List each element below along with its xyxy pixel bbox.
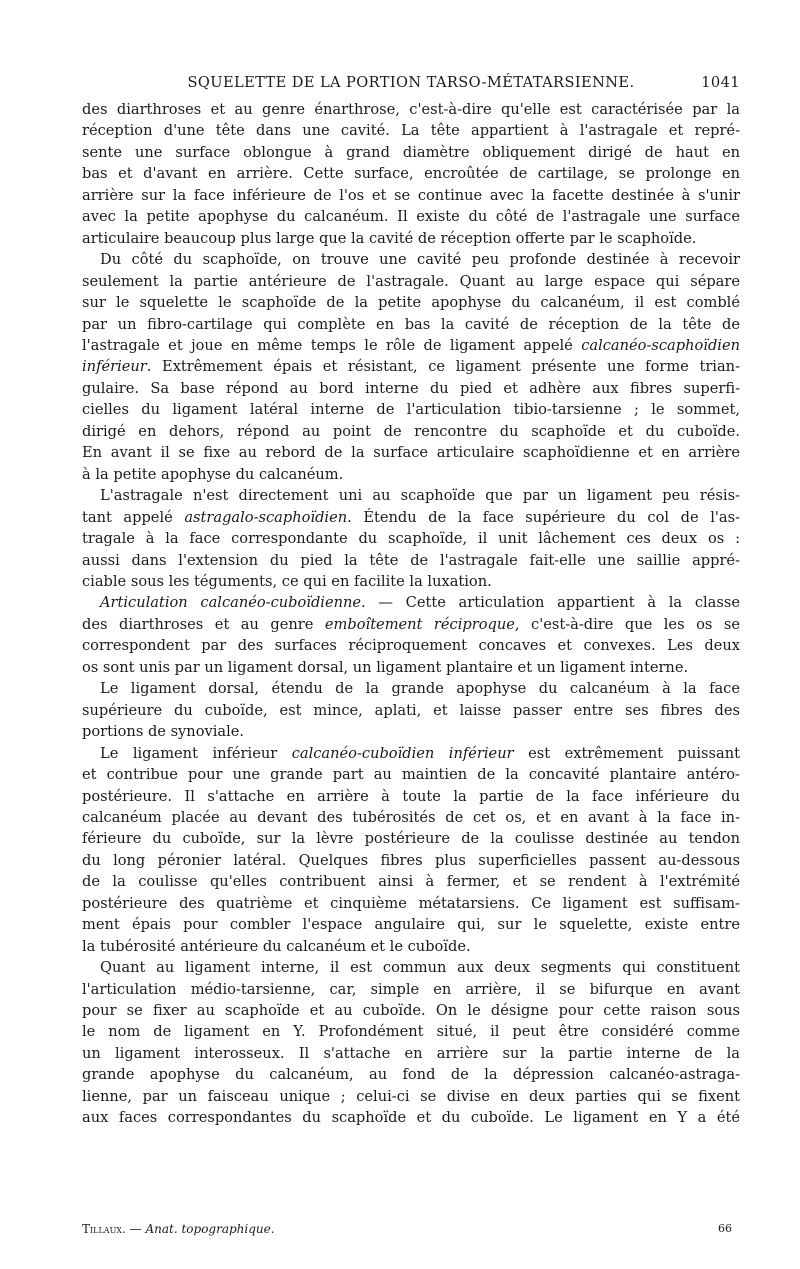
italic-term: calcanéo-scaphoïdien — [581, 336, 740, 354]
body-text — [82, 99, 740, 1129]
text-line — [82, 743, 740, 764]
line-text: des diarthroses et au genre — [82, 615, 325, 633]
line-text: grande apophyse du calcanéum, au fond de la dépression calcanéo-astraga- — [82, 1066, 740, 1084]
line-text: réception d'une tête dans une cavité. La tête appartient à l'astragale et repré- — [82, 122, 740, 140]
line-text: gulaire. Sa base répond au bord interne du pied et adhère aux fibres superfi- — [82, 379, 740, 397]
line-text: Quant au ligament interne, il est commun aux deux segments qui constituent — [100, 959, 740, 977]
text-line — [82, 206, 740, 227]
line-text: avec la petite apophyse du calcanéum. Il existe du côté de l'astragale une surface — [82, 208, 740, 226]
footer-separator: — — [125, 1222, 146, 1236]
text-line — [82, 1107, 740, 1128]
line-text: tragale à la face correspondante du scaphoïde, il unit lâchement ces deux os : — [82, 530, 740, 548]
text-line — [82, 614, 740, 635]
line-text: du long péronier latéral. Quelques fibres plus superficielles passent au-dessous — [82, 851, 740, 869]
line-text: est extrêmement puissant — [513, 744, 740, 762]
text-line — [82, 700, 740, 721]
text-line — [82, 786, 740, 807]
text-line — [82, 356, 740, 377]
footer-work-title: Anat. topographique. — [145, 1222, 275, 1236]
line-text: , c'est-à-dire que les os se — [514, 615, 740, 633]
text-line — [82, 378, 740, 399]
text-line — [82, 828, 740, 849]
italic-term: inférieur — [82, 358, 147, 376]
line-text: os sont unis par un ligament dorsal, un ligament plantaire et un ligament interne. — [82, 658, 689, 676]
text-line — [82, 657, 740, 678]
line-text: et contribue pour une grande part au maintien de la concavité plantaire antéro- — [82, 766, 740, 784]
text-line — [82, 571, 740, 592]
text-line — [82, 957, 740, 978]
line-text: Le ligament inférieur — [100, 744, 292, 762]
text-line — [82, 249, 740, 270]
line-text: calcanéum placée au devant des tubérosités de cet os, et en avant à la face in- — [82, 808, 740, 826]
text-line — [82, 292, 740, 313]
text-line — [82, 120, 740, 141]
text-line — [82, 185, 740, 206]
line-text: des diarthroses et au genre énarthrose, c'est-à-dire qu'elle est caractérisée par la — [82, 101, 740, 118]
text-line — [82, 142, 740, 163]
text-line — [82, 1021, 740, 1042]
line-text: pour se fixer au scaphoïde et au cuboïde. On le désigne pour cette raison sous — [82, 1002, 740, 1020]
line-text: supérieure du cuboïde, est mince, aplati, et laisse passer entre ses fibres des — [82, 701, 740, 719]
text-line — [82, 914, 740, 935]
text-line — [82, 507, 740, 528]
line-text: lienne, par un faisceau unique ; celui-ci se divise en deux parties qui se fixent — [82, 1087, 740, 1105]
text-line — [82, 893, 740, 914]
italic-term: Articulation calcanéo-cuboïdienne — [100, 594, 362, 612]
line-text: Du côté du scaphoïde, on trouve une cavité peu profonde destinée à recevoir — [100, 251, 740, 269]
italic-term: emboîtement réciproque — [324, 615, 515, 633]
line-text: tant appelé — [82, 508, 185, 526]
sheet-signature: 66 — [718, 1222, 732, 1235]
line-text: l'astragale et joue en même temps le rôle de ligament appelé — [82, 336, 582, 354]
line-text: ment épais pour combler l'espace angulaire qui, sur le squelette, existe entre — [82, 916, 740, 934]
line-text: férieure du cuboïde, sur la lèvre postérieure de la coulisse destinée au tendon — [82, 830, 740, 848]
line-text: dirigé en dehors, répond au point de rencontre du scaphoïde et du cuboïde. — [82, 422, 740, 440]
line-text: le nom de ligament en Y. Profondément situé, il peut être considéré comme — [82, 1023, 740, 1041]
line-text: . Étendu de la face supérieure du col de l'as- — [347, 508, 741, 526]
line-text: Le ligament dorsal, étendu de la grande apophyse du calcanéum à la face — [100, 680, 740, 698]
line-text: aussi dans l'extension du pied la tête de l'astragale fait-elle une saillie appré- — [82, 551, 740, 569]
italic-term: astragalo-scaphoïdien — [184, 508, 348, 526]
line-text: à la petite apophyse du calcanéum. — [82, 465, 344, 483]
line-text: portions de synoviale. — [82, 723, 245, 741]
line-text: articulaire beaucoup plus large que la cavité de réception offerte par le scaphoïde. — [82, 229, 697, 247]
line-text: par un fibro-cartilage qui complète en bas la cavité de réception de la tête de — [82, 315, 740, 333]
text-line — [82, 314, 740, 335]
line-text: En avant il se fixe au rebord de la surface articulaire scaphoïdienne et en arrière — [82, 444, 740, 462]
text-line — [82, 1043, 740, 1064]
text-line — [82, 592, 740, 613]
text-line — [82, 485, 740, 506]
line-text: . Extrêmement épais et résistant, ce ligament présente une forme trian- — [146, 358, 740, 376]
line-text: postérieure des quatrième et cinquième métatarsiens. Ce ligament est suffisam- — [82, 894, 740, 912]
text-line — [82, 528, 740, 549]
text-line — [82, 335, 740, 356]
text-line — [82, 228, 740, 249]
line-text: sente une surface oblongue à grand diamètre obliquement dirigé de haut en — [82, 143, 740, 161]
text-line — [82, 721, 740, 742]
text-line — [82, 979, 740, 1000]
line-text: arrière sur la face inférieure de l'os et se continue avec la facette destinée à s'unir — [82, 186, 740, 204]
text-line — [82, 99, 740, 120]
page-number: 1041 — [701, 74, 740, 91]
text-line — [82, 464, 740, 485]
line-text: l'articulation médio-tarsienne, car, simple en arrière, il se bifurque en avant — [82, 980, 740, 998]
line-text: de la coulisse qu'elles contribuent ainsi à fermer, et se rendent à l'extrémité — [82, 873, 740, 891]
running-title: SQUELETTE DE LA PORTION TARSO-MÉTATARSIENNE. — [187, 74, 635, 91]
line-text: L'astragale n'est directement uni au scaphoïde que par un ligament peu résis- — [100, 487, 740, 505]
text-line — [82, 550, 740, 571]
line-text: aux faces correspondantes du scaphoïde et du cuboïde. Le ligament en Y a été — [82, 1109, 740, 1127]
text-line — [82, 850, 740, 871]
text-line — [82, 678, 740, 699]
text-line — [82, 163, 740, 184]
line-text: ciable sous les téguments, ce qui en facilite la luxation. — [82, 572, 492, 590]
line-text: un ligament interosseux. Il s'attache en arrière sur la partie interne de la — [82, 1044, 740, 1062]
line-text: postérieure. Il s'attache en arrière à toute la partie de la face inférieure du — [82, 787, 740, 805]
text-line — [82, 442, 740, 463]
text-line — [82, 807, 740, 828]
footer-author: Tillaux. — [82, 1222, 126, 1236]
line-text: cielles du ligament latéral interne de l'articulation tibio-tarsienne ; le sommet, — [82, 401, 740, 419]
text-line — [82, 936, 740, 957]
italic-term: calcanéo-cuboïdien inférieur — [291, 744, 514, 762]
signature-footer — [82, 1221, 740, 1237]
text-line — [82, 1000, 740, 1021]
line-text: sur le squelette le scaphoïde de la petite apophyse du calcanéum, il est comblé — [82, 294, 740, 312]
text-line — [82, 1086, 740, 1107]
text-line — [82, 635, 740, 656]
text-line — [82, 399, 740, 420]
text-line — [82, 1064, 740, 1085]
running-header — [82, 73, 740, 93]
line-text: seulement la partie antérieure de l'astragale. Quant au large espace qui sépare — [82, 272, 740, 290]
text-line — [82, 271, 740, 292]
line-text: bas et d'avant en arrière. Cette surface, encroûtée de cartilage, se prolonge en — [82, 165, 740, 183]
text-line — [82, 421, 740, 442]
text-line — [82, 764, 740, 785]
line-text: la tubérosité antérieure du calcanéum et le cuboïde. — [82, 937, 471, 955]
line-text: correspondent par des surfaces réciproquement concaves et convexes. Les deux — [82, 637, 740, 655]
text-line — [82, 871, 740, 892]
line-text: . — Cette articulation appartient à la classe — [361, 594, 740, 612]
